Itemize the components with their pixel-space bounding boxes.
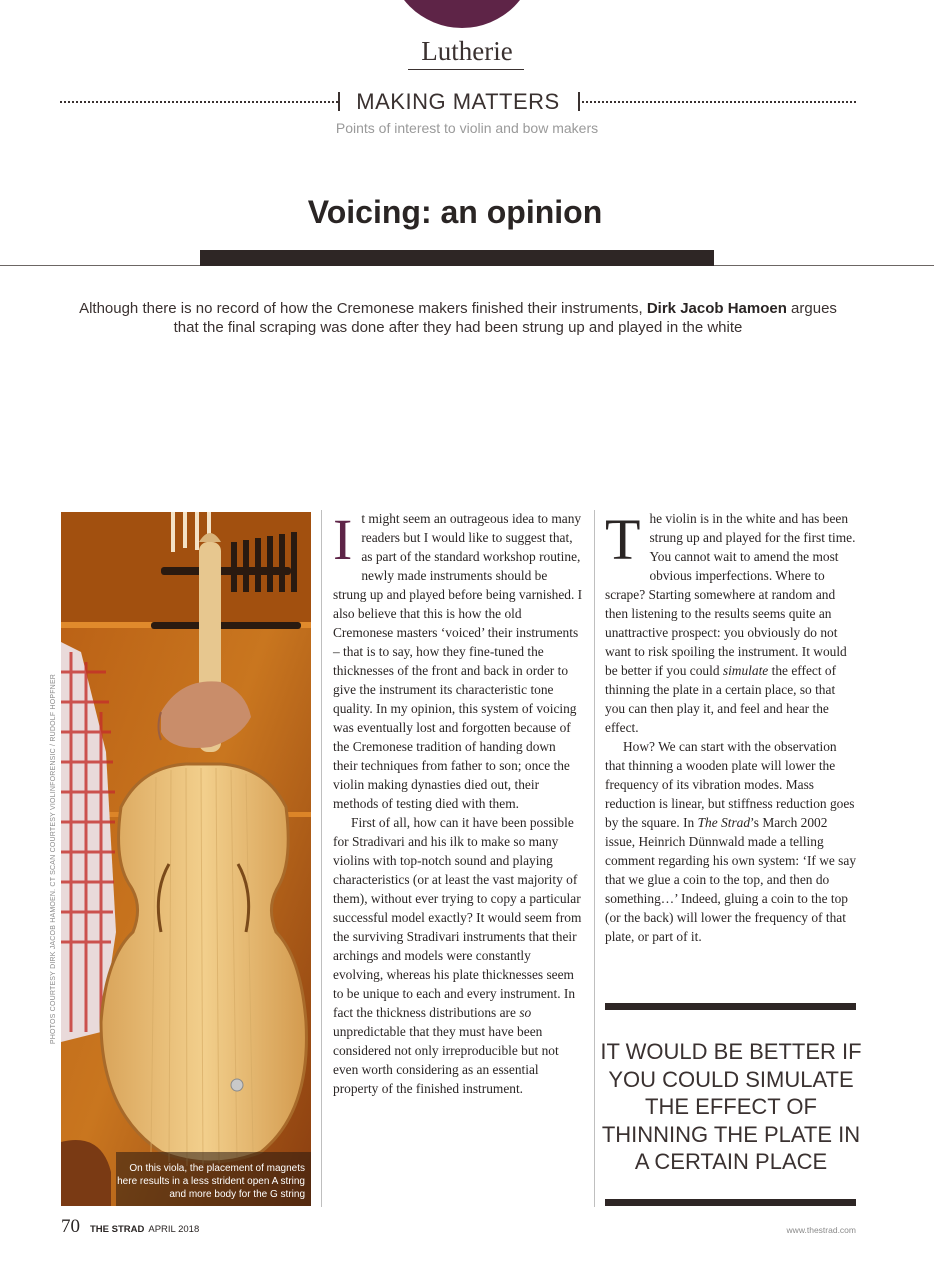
paragraph-text: First of all, how can it have been possible for Stradivari and his ilk to make so many violins with top-notch sound and playing characteristics (or at least the vast majority of them), without ever trying to copy a particular successful model exactly? It would seem from the surviving Stradivari instruments that their archings and models were constantly evolving, whereas his plate thicknesses seem to be unique to each and every instrument. In fact the thickness distributions are (333, 815, 582, 1020)
emphasis: so (519, 1005, 532, 1020)
section-emblem (388, 0, 536, 28)
drop-cap: I (333, 507, 353, 572)
drop-cap: T (605, 507, 641, 572)
headline-bar (200, 250, 714, 266)
section-underline (408, 69, 524, 70)
article-headline: Voicing: an opinion (307, 194, 603, 230)
issue-date: APRIL 2018 (148, 1224, 200, 1235)
standfirst-text: Although there is no record of how the Cremonese makers finished their instruments, (79, 300, 647, 317)
standfirst-text-end: argues that the final scraping was done after they had been strung up and played in the white (173, 300, 837, 336)
pullquote-rule-top (605, 1003, 856, 1010)
column-divider-1 (321, 510, 322, 1207)
paragraph-text-end: the effect of thinning the plate in a certain place, so that you can then play it, and feel and hear the effect. (605, 663, 837, 735)
paragraph (605, 737, 857, 946)
photo-credit: PHOTOS COURTESY DIRK JACOB HAMOEN. CT SCAN COURTESY VIOLINFORENSIC / RUDOLF HOPFNER (50, 673, 57, 1045)
column-divider-2 (594, 510, 595, 1207)
magazine-title-emphasis: The Strad (697, 815, 751, 830)
emphasis: simulate (722, 663, 769, 678)
photo-caption: On this viola, the placement of magnets here results in a less strident open A string and more body for the G string (117, 1163, 305, 1200)
dotted-rule-right (582, 101, 856, 103)
paragraph (605, 509, 857, 737)
body-column-2 (605, 509, 857, 946)
author-name: Dirk Jacob Hamoen (646, 300, 787, 317)
viola-photo (61, 512, 311, 1206)
section-title: Lutherie (421, 36, 513, 66)
paragraph (333, 509, 583, 813)
paragraph-text-end: unpredictable that they must have been considered not only irreproducible but not even worth considering as an essential property of the finished instrument. (333, 1024, 559, 1096)
pullquote: IT WOULD BE BETTER IF YOU COULD SIMULATE THE EFFECT OF THINNING THE PLATE IN A CERTAIN PLACE (600, 1039, 862, 1174)
page-number: 70 (61, 1216, 80, 1237)
paragraph-text-end: ’s March 2002 issue, Heinrich Dünnwald made a telling comment regarding his own system: ‘If we say that we glue a coin to the top, and then do something…’ Indeed, gluing a coin to the top (or the back) will lower the frequency of that plate, or part of it. (605, 815, 857, 944)
series-title: MAKING MATTERS (356, 89, 560, 114)
website-url: www.thestrad.com (786, 1225, 856, 1235)
paragraph (333, 813, 583, 1098)
pullquote-rule-bottom (605, 1199, 856, 1206)
viola-illustration (61, 512, 311, 1206)
standfirst (70, 299, 846, 337)
rule-tick-right (578, 92, 580, 111)
paragraph-text: he violin is in the white and has been strung up and played for the first time. You cannot wait to amend the most obvious imperfections. Where to scrape? Starting somewhere at random and then listening to the results seems quite an unattractive prospect: you obviously do not want to risk spoiling the instrument. It would be better if you could (605, 511, 856, 678)
dotted-rule-left (60, 101, 338, 103)
magazine-name: THE STRAD (90, 1224, 145, 1235)
body-column-1 (333, 509, 583, 1098)
paragraph-text: How? We can start with the observation that thinning a wooden plate will lower the frequency of its vibration modes. Mass reduction is linear, but stiffness reduction goes by the square. In (605, 739, 855, 830)
photo-credit-wrap (44, 512, 56, 1206)
series-subtitle: Points of interest to violin and bow makers (335, 120, 599, 136)
magazine-issue (90, 1224, 199, 1235)
paragraph-text: t might seem an outrageous idea to many readers but I would like to suggest that, as part of the standard workshop routine, newly made instruments should be strung up and played before being varnished. I also believe that this is how the old Cremonese masters ‘voiced’ their instruments – that is to say, how they fine-tuned the thicknesses of the front and back in order to give the instrument its characteristic tone quality. In my opinion, this system of voicing was eventually lost and forgotten because of the Cremonese tradition of handing down their techniques from father to son; once the violin making dynasties died out, their methods of testing died with them. (333, 511, 583, 811)
